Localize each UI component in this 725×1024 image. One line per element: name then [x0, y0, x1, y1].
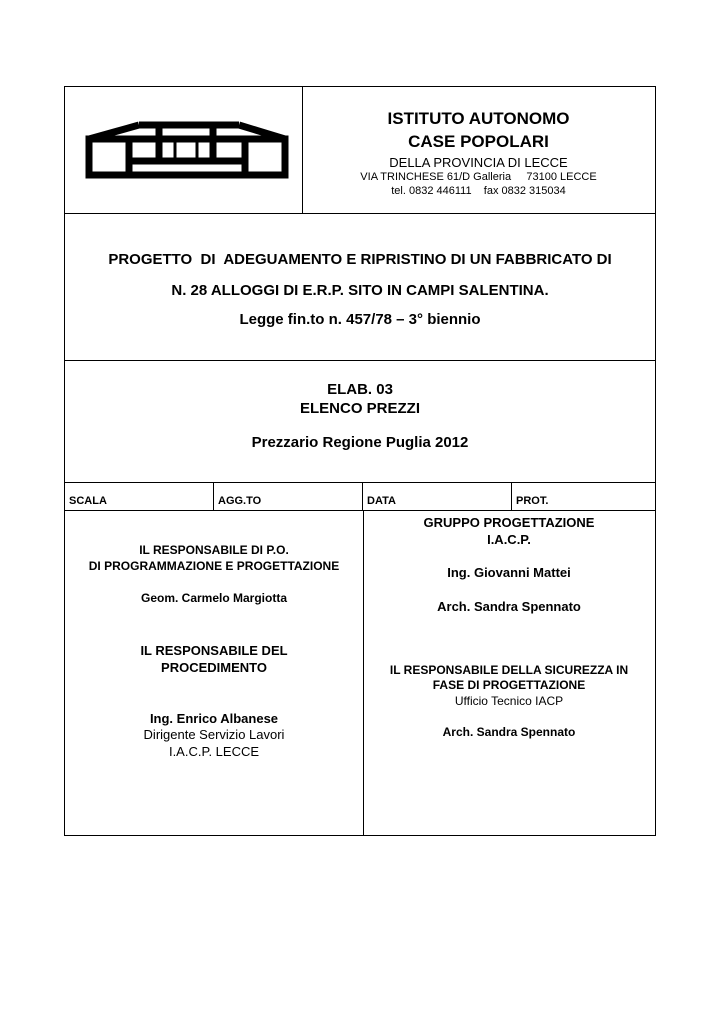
proc-title-2: PROCEDIMENTO — [161, 660, 267, 675]
group-member-2: Arch. Sandra Spennato — [437, 599, 581, 614]
project-line-2: N. 28 ALLOGGI DI E.R.P. SITO IN CAMPI SALENTINA. — [171, 282, 549, 299]
institute-name-1: ISTITUTO AUTONOMO — [387, 109, 570, 128]
iacp-logo-icon — [85, 121, 289, 181]
project-line-3: Legge fin.to n. 457/78 – 3° biennio — [239, 311, 481, 328]
meta-row — [65, 483, 655, 511]
proc-name: Ing. Enrico Albanese — [149, 711, 279, 726]
aggto-cell: AGG.TO — [214, 483, 363, 510]
header-row — [65, 87, 655, 214]
elaborate-title: ELENCO PREZZI — [299, 400, 420, 417]
institute-name-2: CASE POPOLARI — [408, 132, 549, 151]
group-title: GRUPPO PROGETTAZIONE — [423, 515, 595, 530]
right-signatures — [363, 511, 655, 835]
safety-title-2: FASE DI PROGETTAZIONE — [432, 678, 586, 692]
safety-title-1: IL RESPONSABILE DELLA SICUREZZA IN — [389, 663, 629, 677]
group-member-1: Ing. Giovanni Mattei — [447, 565, 571, 580]
project-line-1: PROGETTO DI ADEGUAMENTO E RIPRISTINO DI UN FABBRICATO DI — [108, 251, 612, 268]
proc-role: Dirigente Servizio Lavori — [143, 727, 285, 742]
cover-frame — [64, 86, 656, 836]
institute-block — [302, 87, 655, 213]
project-row — [65, 214, 655, 361]
institute-contacts: tel. 0832 446111 fax 0832 315034 — [391, 185, 566, 197]
institute-province: DELLA PROVINCIA DI LECCE — [389, 155, 568, 170]
logo-cell — [65, 87, 303, 213]
elaborate-code: ELAB. 03 — [327, 381, 393, 398]
po-title-2: DI PROGRAMMAZIONE E PROGETTAZIONE — [88, 559, 340, 573]
proc-org: I.A.C.P. LECCE — [168, 744, 260, 759]
institute-address: VIA TRINCHESE 61/D Galleria 73100 LECCE — [360, 171, 597, 183]
data-cell: DATA — [363, 483, 512, 510]
proc-title-1: IL RESPONSABILE DEL — [140, 643, 288, 658]
elaborate-row — [65, 361, 655, 483]
scala-cell: SCALA — [65, 483, 214, 510]
left-signatures — [65, 511, 364, 835]
safety-office: Ufficio Tecnico IACP — [454, 694, 564, 708]
po-title-1: IL RESPONSABILE DI P.O. — [139, 543, 289, 557]
group-org: I.A.C.P. — [487, 532, 531, 547]
price-list-label: Prezzario Regione Puglia 2012 — [251, 434, 469, 451]
prot-cell: PROT. — [516, 495, 549, 507]
signatures-row — [65, 511, 655, 835]
safety-name: Arch. Sandra Spennato — [442, 725, 576, 739]
po-name: Geom. Carmelo Margiotta — [140, 591, 288, 605]
